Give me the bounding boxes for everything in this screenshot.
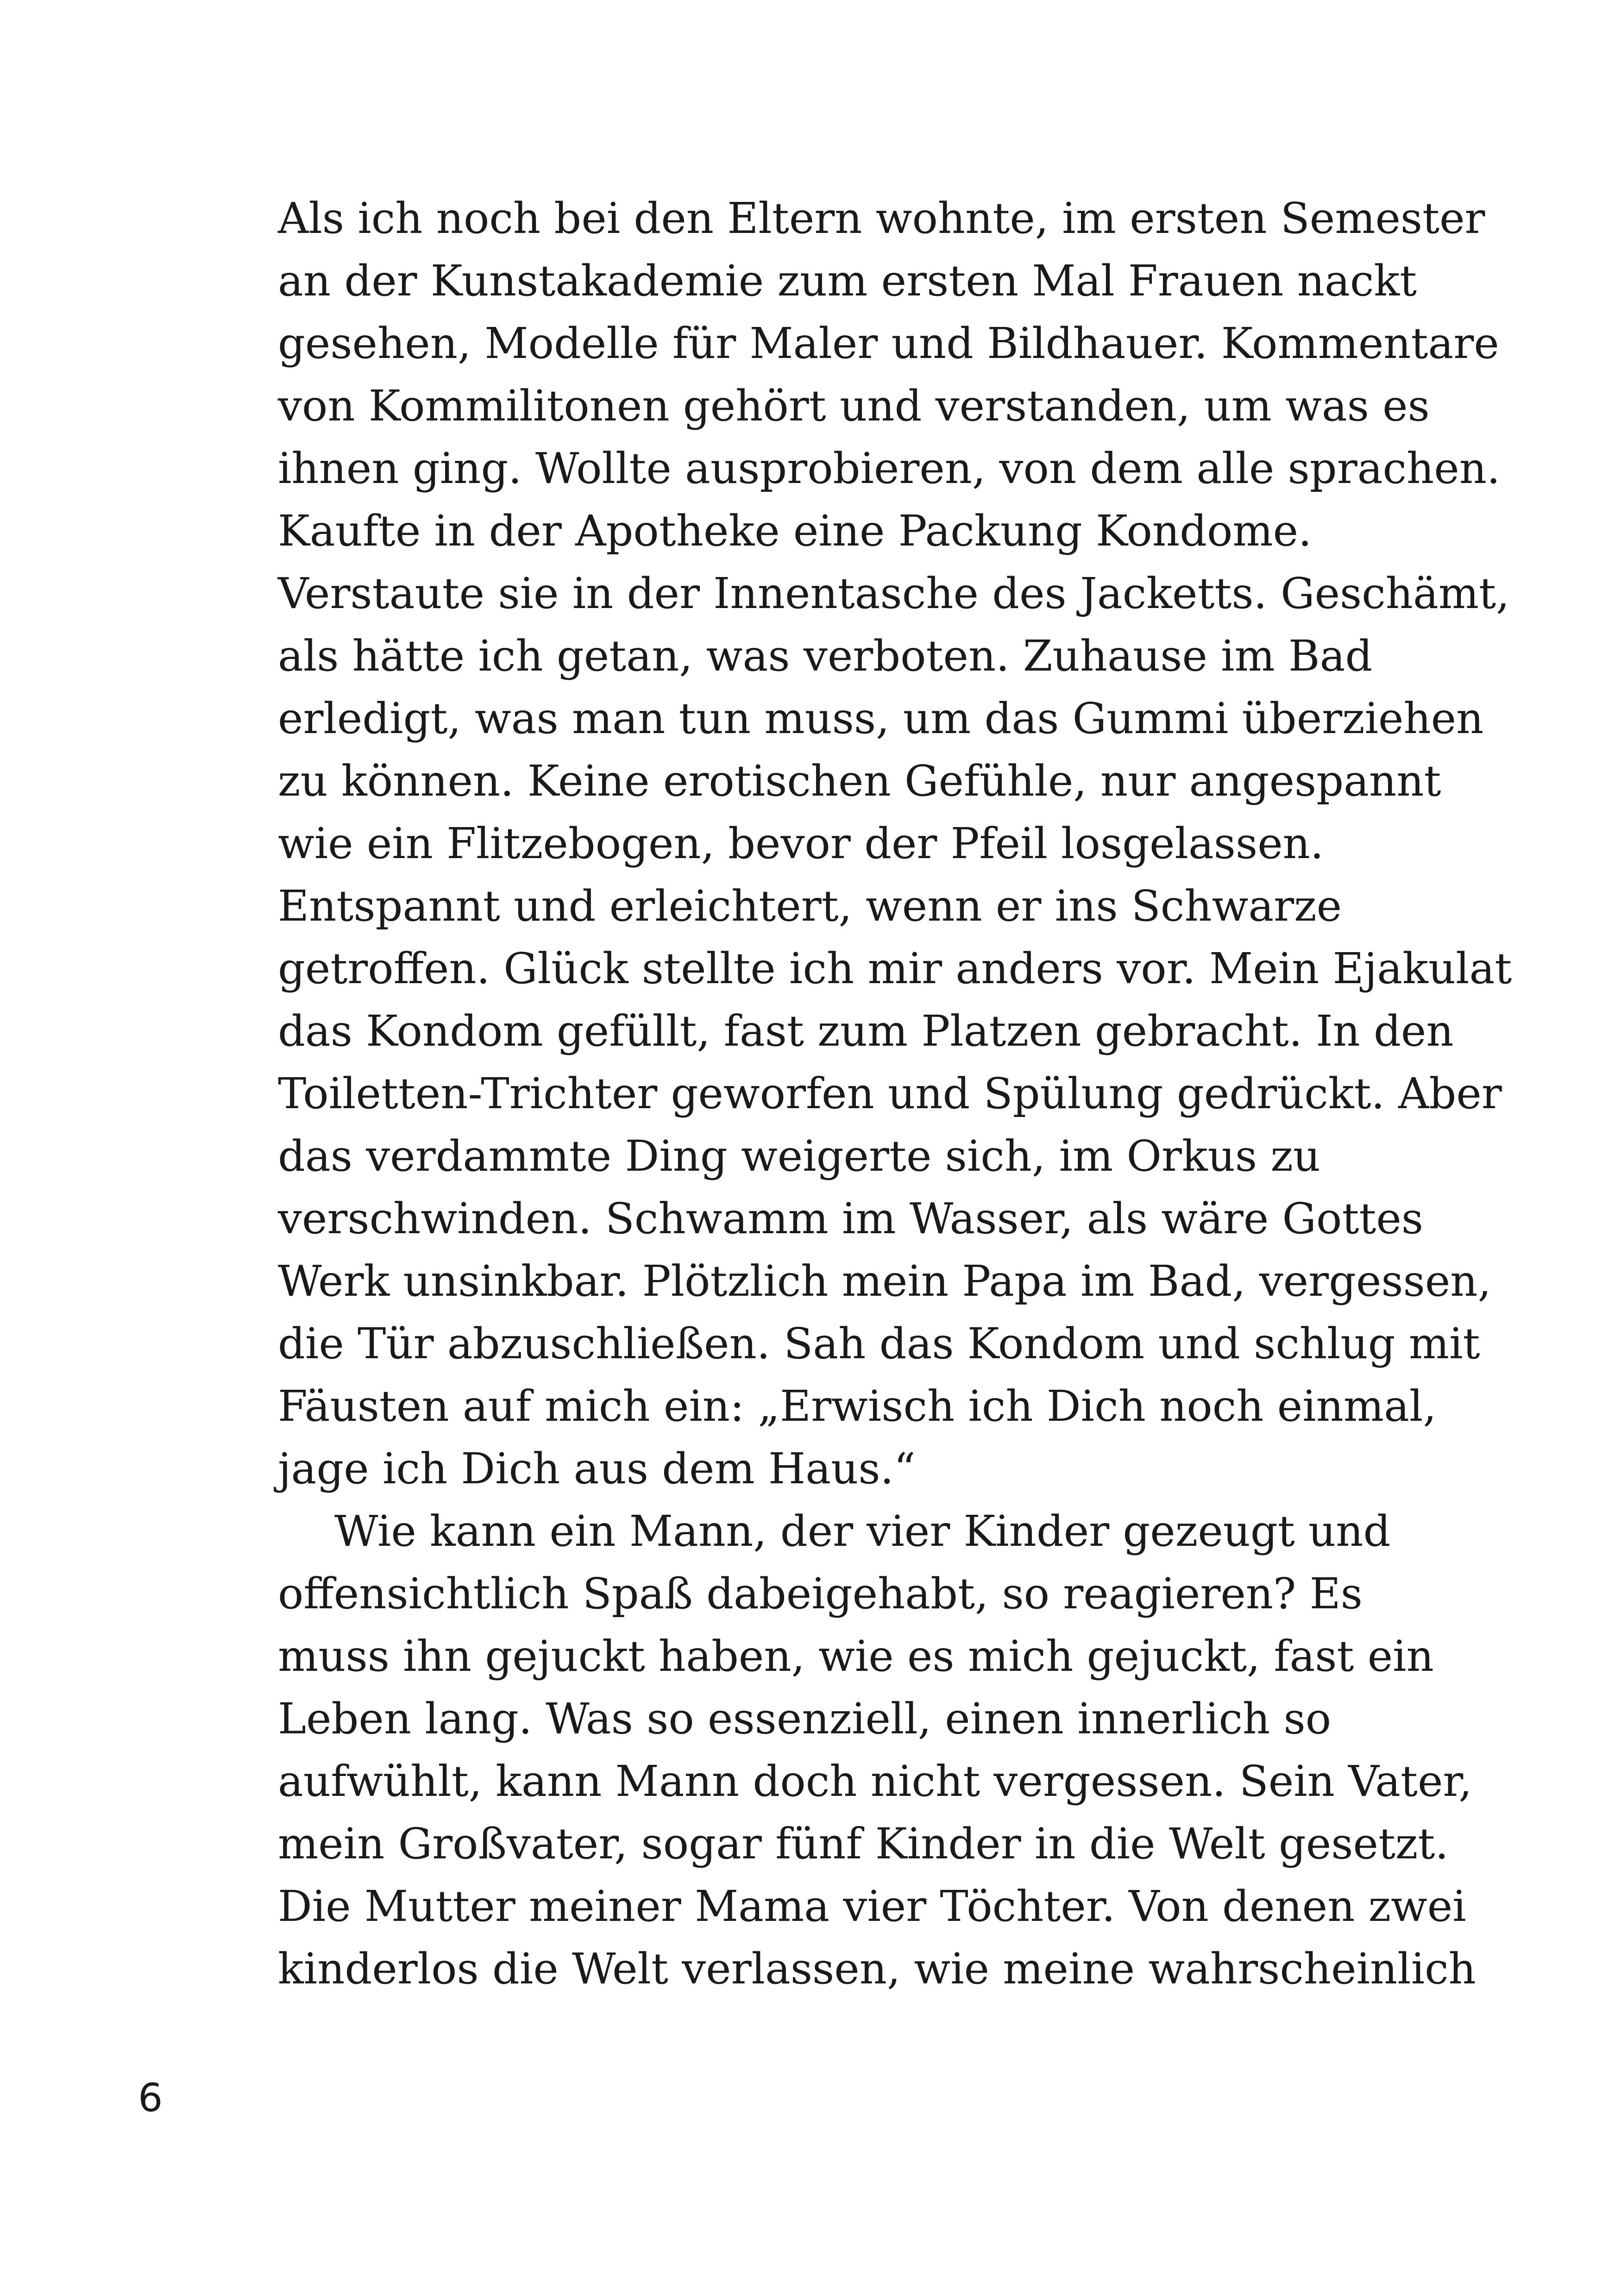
text-line: mein Großvater, sogar fünf Kinder in die Welt gesetzt. [278, 1819, 1449, 1869]
text-line: Kaufte in der Apotheke eine Packung Kondome. [278, 506, 1312, 556]
text-line: muss ihn gejuckt haben, wie es mich gejuckt, fast ein [278, 1631, 1434, 1681]
page-number: 6 [138, 2075, 163, 2120]
text-line: ihnen ging. Wollte ausprobieren, von dem alle sprachen. [278, 444, 1501, 493]
text-line: an der Kunstakademie zum ersten Mal Frauen nackt [278, 256, 1417, 306]
text-line: Leben lang. Was so essenziell, einen innerlich so [278, 1694, 1332, 1744]
text-line: Als ich noch bei den Eltern wohnte, im ersten Semester [278, 194, 1485, 243]
text-line: Toiletten-Trichter geworfen und Spülung gedrückt. Aber [278, 1069, 1502, 1118]
text-line: das verdammte Ding weigerte sich, im Orkus zu [278, 1131, 1321, 1181]
text-line: zu können. Keine erotischen Gefühle, nur angespannt [278, 756, 1441, 806]
body-text [278, 187, 1512, 2000]
text-line: gesehen, Modelle für Maler und Bildhauer. Kommentare [278, 319, 1499, 368]
text-line: erledigt, was man tun muss, um das Gummi überziehen [278, 694, 1484, 743]
text-line: das Kondom gefüllt, fast zum Platzen gebracht. In den [278, 1006, 1454, 1056]
text-line: als hätte ich getan, was verboten. Zuhause im Bad [278, 631, 1373, 681]
text-line: Werk unsinkbar. Plötzlich mein Papa im Bad, vergessen, [278, 1256, 1491, 1306]
text-line: getroffen. Glück stellte ich mir anders vor. Mein Ejakulat [278, 944, 1512, 993]
text-line: die Tür abzuschließen. Sah das Kondom und schlug mit [278, 1319, 1480, 1368]
text-line: Die Mutter meiner Mama vier Töchter. Von denen zwei [278, 1882, 1466, 1931]
text-line: Fäusten auf mich ein: „Erwisch ich Dich noch einmal, [278, 1381, 1437, 1431]
text-line: jage ich Dich aus dem Haus.“ [278, 1444, 916, 1493]
text-line: aufwühlt, kann Mann doch nicht vergessen. Sein Vater, [278, 1757, 1472, 1806]
paragraph-start-line: Wie kann ein Mann, der vier Kinder gezeugt und [334, 1506, 1391, 1556]
text-line: wie ein Flitzebogen, bevor der Pfeil losgelassen. [278, 819, 1324, 868]
text-line: Entspannt und erleichtert, wenn er ins Schwarze [278, 881, 1342, 931]
text-line: Verstaute sie in der Innentasche des Jacketts. Geschämt, [278, 569, 1510, 618]
text-line: verschwinden. Schwamm im Wasser, als wäre Gottes [278, 1194, 1424, 1243]
text-line: offensichtlich Spaß dabeigehabt, so reagieren? Es [278, 1569, 1363, 1618]
text-line: von Kommilitonen gehört und verstanden, um was es [278, 381, 1430, 431]
text-line: kinderlos die Welt verlassen, wie meine wahrscheinlich [278, 1944, 1476, 1994]
